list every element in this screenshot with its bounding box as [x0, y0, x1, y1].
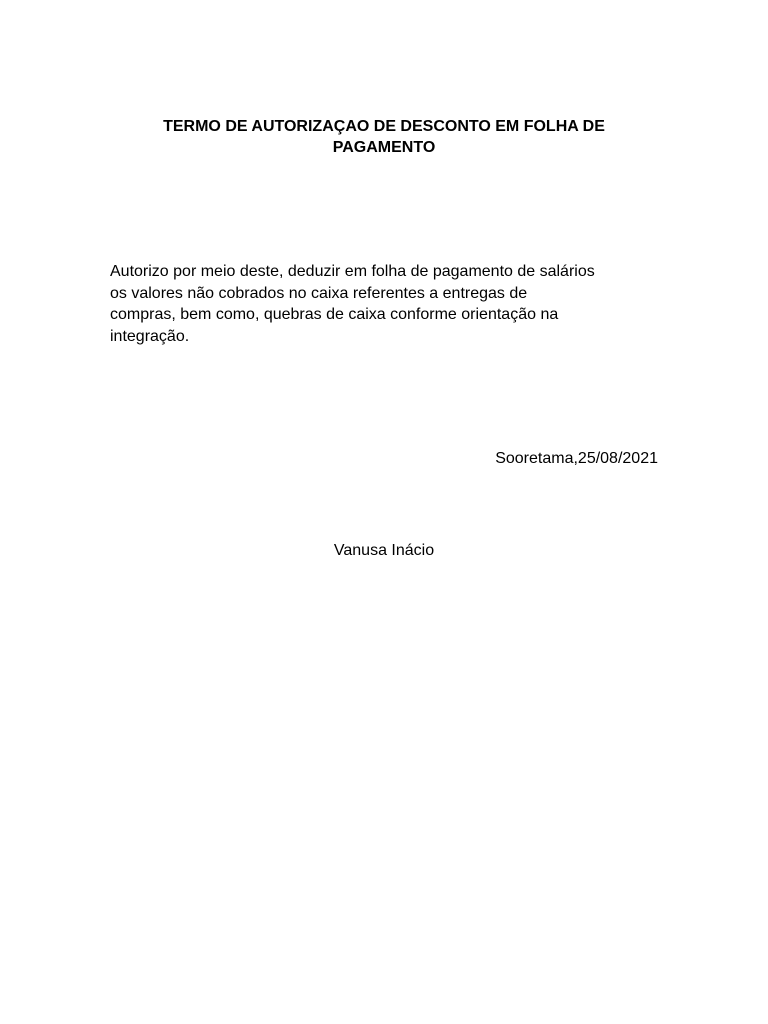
paragraph-line: compras, bem como, quebras de caixa conforme orientação na — [110, 306, 559, 323]
place-and-date: Sooretama,25/08/2021 — [495, 450, 658, 467]
authorization-paragraph — [110, 261, 670, 347]
paragraph-line: Autorizo por meio deste, deduzir em folha de pagamento de salários — [110, 263, 595, 280]
document-title-line: TERMO DE AUTORIZAÇAO DE DESCONTO EM FOLHA DE — [163, 118, 605, 135]
signature-name: Vanusa Inácio — [333, 542, 435, 559]
document-title-line: PAGAMENTO — [332, 139, 436, 156]
paragraph-line: os valores não cobrados no caixa referentes a entregas de — [110, 284, 528, 302]
paragraph-line: integração. — [110, 327, 190, 345]
document-title — [110, 116, 658, 158]
